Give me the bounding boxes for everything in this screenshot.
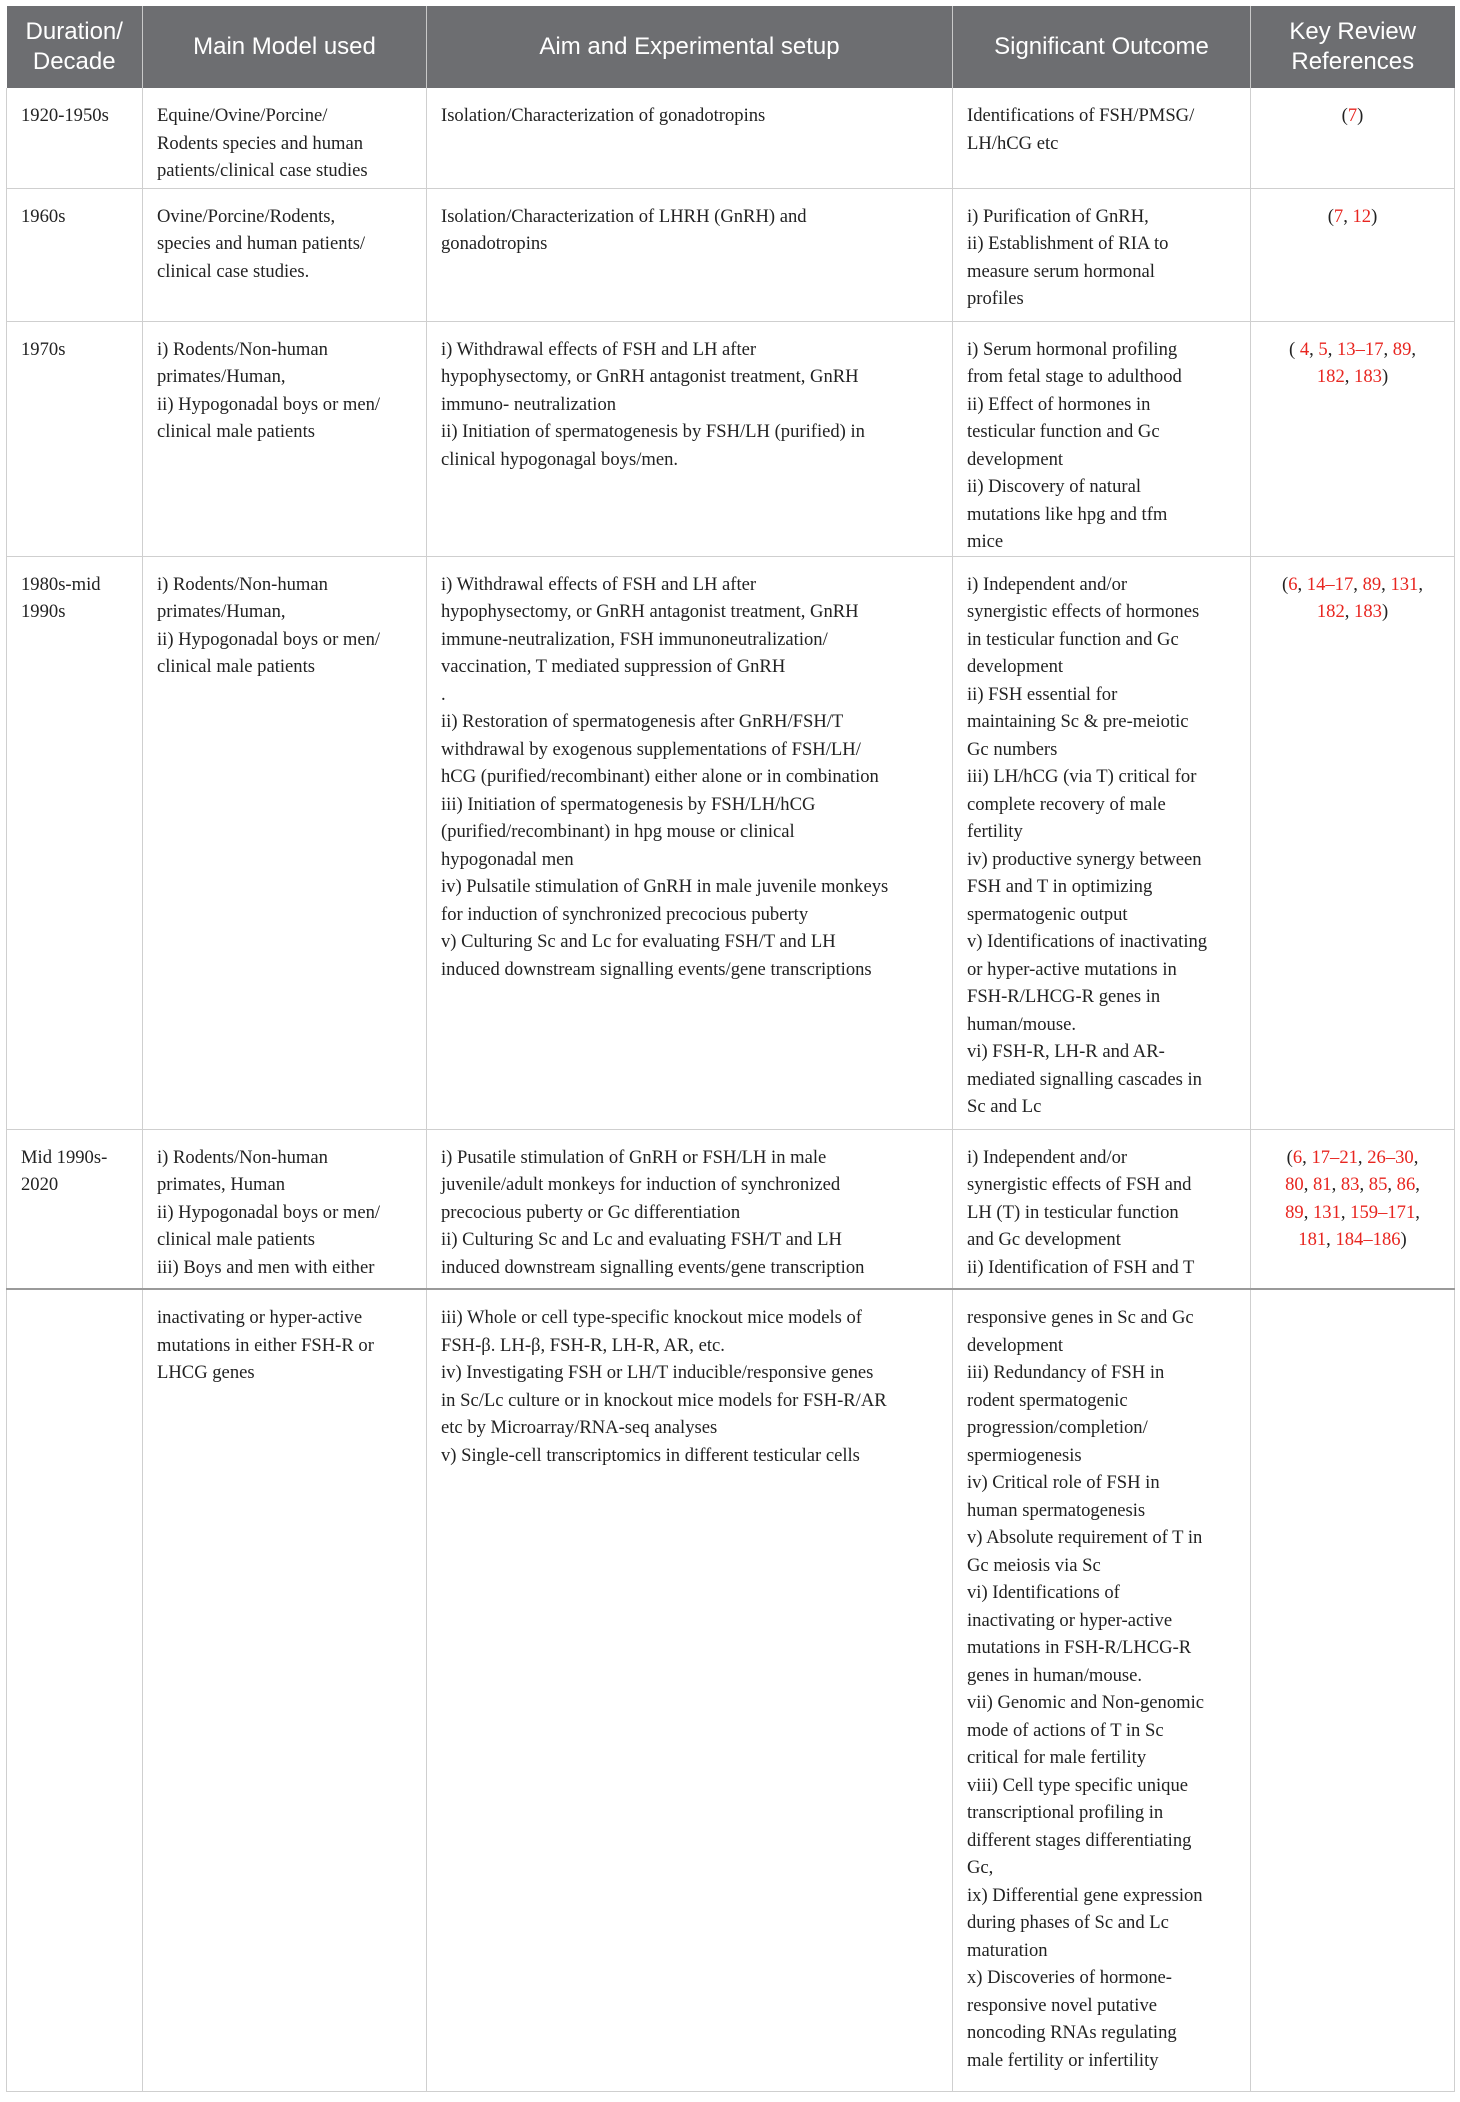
cell-line: immune-neutralization, FSH immunoneutralization/ xyxy=(441,628,828,650)
cell-line: iii) Initiation of spermatogenesis by FSH/LH/hCG xyxy=(441,793,816,815)
aim-setup-cell xyxy=(427,188,953,321)
table-row xyxy=(7,1289,1455,2091)
cell-line: viii) Cell type specific unique xyxy=(967,1774,1189,1796)
cell-line: mode of actions of T in Sc xyxy=(967,1719,1164,1741)
cell-line: ii) FSH essential for xyxy=(967,683,1118,705)
cell-line: mice xyxy=(967,531,1004,552)
cell-line: clinical male patients xyxy=(157,421,315,442)
cell-line: or hyper-active mutations in xyxy=(967,958,1177,980)
cell-line: LHCG genes xyxy=(157,1362,255,1383)
header-aim-setup: Aim and Experimental setup xyxy=(427,6,953,88)
aim-setup-cell xyxy=(427,556,953,1129)
cell-line: iv) productive synergy between xyxy=(967,848,1202,870)
cell-line: i) Withdrawal effects of FSH and LH after xyxy=(441,573,757,595)
reference-punctuation: , xyxy=(1353,573,1363,595)
cell-line: i) Withdrawal effects of FSH and LH after xyxy=(441,338,757,360)
cell-line: iii) Whole or cell type-specific knockout mice models of xyxy=(441,1307,862,1328)
reference-punctuation: ( xyxy=(1288,338,1300,360)
cell-line: ii) Culturing Sc and Lc and evaluating FSH/T and LH xyxy=(441,1229,842,1250)
cell-line: etc by Microarray/RNA-seq analyses xyxy=(441,1417,718,1438)
cell-line: i) Independent and/or xyxy=(967,1146,1128,1168)
reference-link[interactable]: 89 xyxy=(1285,1201,1304,1223)
references-cell xyxy=(1251,321,1455,556)
references-cell xyxy=(1251,188,1455,321)
cell-line: Identifications of FSH/PMSG/ xyxy=(967,105,1195,126)
cell-line: primates/Human, xyxy=(157,366,286,387)
cell-line: induced downstream signalling events/gene transcription xyxy=(441,1256,865,1278)
header-main-model: Main Model used xyxy=(143,6,427,88)
cell-line: i) Purification of GnRH, xyxy=(967,205,1149,227)
reference-punctuation: ( xyxy=(1341,105,1348,126)
cell-line: maintaining Sc & pre-meiotic xyxy=(967,711,1189,732)
header-key-references: Key Review References xyxy=(1251,6,1455,88)
cell-line: species and human patients/ xyxy=(157,233,366,254)
cell-line: male fertility or infertility xyxy=(967,2049,1159,2071)
reference-punctuation: , xyxy=(1415,1201,1420,1223)
reference-punctuation: ( xyxy=(1281,573,1289,595)
cell-line: 1990s xyxy=(21,601,66,622)
cell-line: patients/clinical case studies xyxy=(157,160,368,181)
cell-line: progression/completion/ xyxy=(967,1417,1148,1438)
cell-line: gonadotropins xyxy=(441,233,548,254)
reference-punctuation: , xyxy=(1411,338,1417,360)
reference-punctuation: , xyxy=(1381,573,1391,595)
cell-line: development xyxy=(967,1334,1064,1356)
cell-line: mutations like hpg and tfm xyxy=(967,503,1168,525)
cell-line: genes in human/mouse. xyxy=(967,1664,1143,1686)
reference-punctuation: , xyxy=(1413,1146,1419,1168)
cell-line: 1980s-mid xyxy=(21,573,101,595)
aim-setup-cell xyxy=(427,1129,953,1289)
cell-line: i) Rodents/Non-human xyxy=(157,573,328,595)
reference-link[interactable]: 183 xyxy=(1354,601,1382,622)
cell-line: Isolation/Characterization of LHRH (GnRH) and xyxy=(441,205,807,227)
reference-link[interactable]: 7 xyxy=(1333,205,1344,227)
cell-line: synergistic effects of hormones xyxy=(967,601,1200,622)
reference-link[interactable]: 26–30 xyxy=(1367,1146,1414,1168)
references-cell xyxy=(1251,1289,1455,2091)
reference-link[interactable]: 13–17 xyxy=(1337,338,1384,360)
cell-line: v) Single-cell transcriptomics in different testicular cells xyxy=(441,1444,860,1466)
cell-line: iii) Redundancy of FSH in xyxy=(967,1362,1165,1383)
cell-line: v) Absolute requirement of T in xyxy=(967,1527,1203,1548)
reference-punctuation: ) xyxy=(1357,105,1364,126)
reference-punctuation: , xyxy=(1359,1174,1369,1195)
reference-punctuation: ) xyxy=(1400,1229,1407,1250)
decade-cell xyxy=(7,1129,143,1289)
reference-link[interactable]: 89 xyxy=(1392,338,1412,360)
cell-line: complete recovery of male xyxy=(967,793,1166,815)
cell-line: FSH and T in optimizing xyxy=(967,876,1153,897)
cell-line: vi) FSH-R, LH-R and AR- xyxy=(967,1041,1165,1062)
cell-line: during phases of Sc and Lc xyxy=(967,1912,1169,1933)
cell-line: in Sc/Lc culture or in knockout mice models for FSH-R/AR xyxy=(441,1389,887,1411)
cell-line: hypophysectomy, or GnRH antagonist treatment, GnRH xyxy=(441,601,859,622)
cell-line: hCG (purified/recombinant) either alone or in combination xyxy=(441,766,879,787)
cell-line: profiles xyxy=(967,288,1024,309)
reference-punctuation: ( xyxy=(1286,1146,1293,1168)
reference-punctuation: , xyxy=(1331,1174,1341,1195)
review-table xyxy=(6,6,1455,2092)
cell-line: hypogonadal men xyxy=(441,848,574,870)
reference-punctuation: ) xyxy=(1381,366,1389,387)
cell-line: primates/Human, xyxy=(157,601,286,622)
cell-line: induced downstream signalling events/gene transcriptions xyxy=(441,958,872,980)
cell-line: hypophysectomy, or GnRH antagonist treatment, GnRH xyxy=(441,366,859,387)
cell-line: from fetal stage to adulthood xyxy=(967,366,1182,387)
cell-line: transcriptional profiling in xyxy=(967,1802,1164,1823)
cell-line: spermatogenic output xyxy=(967,903,1128,925)
cell-line: maturation xyxy=(967,1939,1048,1961)
cell-line: inactivating or hyper-active xyxy=(967,1609,1173,1631)
main-model-cell xyxy=(143,556,427,1129)
table-row xyxy=(7,88,1455,188)
cell-line: Equine/Ovine/Porcine/ xyxy=(157,105,328,126)
cell-line: iv) Investigating FSH or LH/T inducible/responsive genes xyxy=(441,1362,874,1383)
reference-punctuation: ( xyxy=(1327,205,1334,227)
cell-line: Ovine/Porcine/Rodents, xyxy=(157,205,336,227)
cell-line: FSH-β. LH-β, FSH-R, LH-R, AR, etc. xyxy=(441,1334,725,1356)
cell-line: primates, Human xyxy=(157,1174,286,1195)
cell-line: (purified/recombinant) in hpg mouse or clinical xyxy=(441,821,795,842)
outcome-cell xyxy=(953,88,1251,188)
cell-line: iii) LH/hCG (via T) critical for xyxy=(967,766,1197,787)
reference-link[interactable]: 181 xyxy=(1298,1229,1327,1250)
cell-line: synergistic effects of FSH and xyxy=(967,1174,1192,1195)
cell-line: 1970s xyxy=(21,338,66,360)
cell-line: Gc meiosis via Sc xyxy=(967,1554,1101,1576)
reference-link[interactable]: 85 xyxy=(1368,1174,1388,1195)
cell-line: responsive genes in Sc and Gc xyxy=(967,1307,1194,1328)
cell-line: for induction of synchronized precocious puberty xyxy=(441,903,809,925)
cell-line: rodent spermatogenic xyxy=(967,1389,1128,1411)
outcome-cell xyxy=(953,556,1251,1129)
reference-punctuation: , xyxy=(1327,338,1337,360)
main-model-cell xyxy=(143,321,427,556)
cell-line: Isolation/Characterization of gonadotropins xyxy=(441,105,766,126)
cell-line: Gc, xyxy=(967,1857,994,1878)
cell-line: juvenile/adult monkeys for induction of synchronized xyxy=(441,1174,841,1195)
table-row xyxy=(7,188,1455,321)
table-row xyxy=(7,556,1455,1129)
reference-link[interactable]: 89 xyxy=(1362,573,1382,595)
references-cell xyxy=(1251,556,1455,1129)
cell-line: . xyxy=(441,683,446,705)
header-significant-outcome: Significant Outcome xyxy=(953,6,1251,88)
cell-line: i) Pusatile stimulation of GnRH or FSH/LH in male xyxy=(441,1146,827,1168)
cell-line: clinical male patients xyxy=(157,656,315,677)
cell-line: i) Rodents/Non-human xyxy=(157,1146,328,1168)
cell-line: v) Identifications of inactivating xyxy=(967,931,1208,952)
cell-line: Sc and Lc xyxy=(967,1096,1042,1117)
reference-link[interactable]: 83 xyxy=(1340,1174,1360,1195)
reference-punctuation: , xyxy=(1343,205,1353,227)
aim-setup-cell xyxy=(427,1289,953,2091)
reference-punctuation: , xyxy=(1344,366,1355,387)
cell-line: Rodents species and human xyxy=(157,132,364,154)
reference-punctuation: , xyxy=(1383,338,1393,360)
cell-line: ii) Hypogonadal boys or men/ xyxy=(157,1201,381,1223)
reference-punctuation: , xyxy=(1340,1201,1351,1223)
reference-link[interactable]: 86 xyxy=(1396,1174,1416,1195)
cell-line: ii) Identification of FSH and T xyxy=(967,1256,1195,1278)
cell-line: critical for male fertility xyxy=(967,1747,1147,1768)
reference-punctuation: , xyxy=(1309,338,1319,360)
reference-link[interactable]: 182 xyxy=(1316,601,1345,622)
cell-line: different stages differentiating xyxy=(967,1829,1192,1851)
reference-link[interactable]: 182 xyxy=(1316,366,1345,387)
reference-link[interactable]: 184–186 xyxy=(1335,1229,1401,1250)
reference-punctuation: , xyxy=(1303,1174,1313,1195)
cell-line: human/mouse. xyxy=(967,1013,1076,1035)
reference-punctuation: , xyxy=(1326,1229,1336,1250)
cell-line: x) Discoveries of hormone- xyxy=(967,1967,1172,1988)
outcome-cell xyxy=(953,1129,1251,1289)
reference-punctuation: , xyxy=(1357,1146,1368,1168)
cell-line: 2020 xyxy=(21,1174,59,1195)
reference-punctuation: , xyxy=(1344,601,1355,622)
reference-punctuation: , xyxy=(1302,1146,1312,1168)
reference-punctuation: ) xyxy=(1381,601,1389,622)
decade-cell xyxy=(7,188,143,321)
cell-line: clinical hypogonagal boys/men. xyxy=(441,448,679,470)
cell-line: mutations in FSH-R/LHCG-R xyxy=(967,1637,1192,1658)
reference-link[interactable]: 183 xyxy=(1354,366,1382,387)
reference-link[interactable]: 131 xyxy=(1390,573,1419,595)
table-row xyxy=(7,1129,1455,1289)
decade-cell xyxy=(7,1289,143,2091)
reference-link[interactable]: 6 xyxy=(1292,1146,1303,1168)
table-row xyxy=(7,321,1455,556)
cell-line: development xyxy=(967,448,1064,470)
reference-link[interactable]: 131 xyxy=(1312,1201,1341,1223)
reference-link[interactable]: 159–171 xyxy=(1350,1201,1416,1223)
cell-line: development xyxy=(967,656,1064,677)
cell-line: vaccination, T mediated suppression of GnRH xyxy=(441,656,786,677)
cell-line: noncoding RNAs regulating xyxy=(967,2022,1177,2043)
cell-line: LH (T) in testicular function xyxy=(967,1201,1179,1223)
cell-line: Mid 1990s- xyxy=(21,1146,108,1168)
cell-line: i) Rodents/Non-human xyxy=(157,338,328,360)
cell-line: v) Culturing Sc and Lc for evaluating FSH/T and LH xyxy=(441,931,836,952)
cell-line: vi) Identifications of xyxy=(967,1582,1120,1603)
reference-link[interactable]: 14–17 xyxy=(1306,573,1354,595)
cell-line: ii) Initiation of spermatogenesis by FSH/LH (purified) in xyxy=(441,421,865,442)
cell-line: testicular function and Gc xyxy=(967,421,1160,442)
main-model-cell xyxy=(143,188,427,321)
cell-line: iii) Boys and men with either xyxy=(157,1256,375,1278)
cell-line: ii) Hypogonadal boys or men/ xyxy=(157,628,381,650)
cell-line: precocious puberty or Gc differentiation xyxy=(441,1201,741,1223)
decade-cell xyxy=(7,88,143,188)
cell-line: ix) Differential gene expression xyxy=(967,1884,1203,1906)
cell-line: human spermatogenesis xyxy=(967,1499,1146,1521)
cell-line: clinical male patients xyxy=(157,1229,315,1250)
cell-line: immuno- neutralization xyxy=(441,393,617,415)
cell-line: ii) Restoration of spermatogenesis after GnRH/FSH/T xyxy=(441,711,844,732)
outcome-cell xyxy=(953,321,1251,556)
reference-punctuation: , xyxy=(1418,573,1423,595)
references-cell xyxy=(1251,88,1455,188)
cell-line: ii) Effect of hormones in xyxy=(967,393,1151,415)
cell-line: ii) Discovery of natural xyxy=(967,476,1141,497)
outcome-cell xyxy=(953,188,1251,321)
reference-punctuation: , xyxy=(1303,1201,1313,1223)
aim-setup-cell xyxy=(427,321,953,556)
cell-line: iv) Pulsatile stimulation of GnRH in male juvenile monkeys xyxy=(441,876,889,897)
cell-line: mutations in either FSH-R or xyxy=(157,1334,374,1356)
main-model-cell xyxy=(143,1289,427,2091)
cell-line: responsive novel putative xyxy=(967,1994,1158,2016)
cell-line: inactivating or hyper-active xyxy=(157,1307,363,1328)
cell-line: FSH-R/LHCG-R genes in xyxy=(967,986,1161,1007)
reference-link[interactable]: 80 xyxy=(1285,1174,1304,1195)
reference-link[interactable]: 12 xyxy=(1352,205,1372,227)
main-model-cell xyxy=(143,1129,427,1289)
reference-link[interactable]: 7 xyxy=(1347,105,1358,126)
cell-line: iv) Critical role of FSH in xyxy=(967,1472,1160,1493)
cell-line: mediated signalling cascades in xyxy=(967,1068,1202,1090)
cell-line: spermiogenesis xyxy=(967,1444,1082,1466)
cell-line: in testicular function and Gc xyxy=(967,628,1179,650)
outcome-cell xyxy=(953,1289,1251,2091)
reference-link[interactable]: 81 xyxy=(1312,1174,1332,1195)
header-duration-decade: Duration/ Decade xyxy=(7,6,143,88)
cell-line: withdrawal by exogenous supplementations of FSH/LH/ xyxy=(441,738,861,760)
cell-line: ii) Establishment of RIA to xyxy=(967,233,1169,254)
cell-line: ii) Hypogonadal boys or men/ xyxy=(157,393,381,415)
references-cell xyxy=(1251,1129,1455,1289)
header-row xyxy=(7,6,1455,88)
decade-cell xyxy=(7,556,143,1129)
reference-link[interactable]: 4 xyxy=(1299,338,1310,360)
cell-line: i) Independent and/or xyxy=(967,573,1128,595)
reference-punctuation: , xyxy=(1387,1174,1397,1195)
cell-line: clinical case studies. xyxy=(157,260,310,282)
cell-line: i) Serum hormonal profiling xyxy=(967,338,1178,360)
reference-punctuation: ) xyxy=(1371,205,1378,227)
main-model-cell xyxy=(143,88,427,188)
cell-line: vii) Genomic and Non-genomic xyxy=(967,1692,1205,1713)
cell-line: 1960s xyxy=(21,205,66,227)
decade-cell xyxy=(7,321,143,556)
reference-link[interactable]: 5 xyxy=(1318,338,1328,360)
reference-link[interactable]: 6 xyxy=(1288,573,1298,595)
aim-setup-cell xyxy=(427,88,953,188)
reference-link[interactable]: 17–21 xyxy=(1311,1146,1358,1168)
cell-line: 1920-1950s xyxy=(21,105,109,126)
cell-line: Gc numbers xyxy=(967,738,1058,760)
reference-punctuation: , xyxy=(1297,573,1307,595)
cell-line: measure serum hormonal xyxy=(967,260,1155,282)
cell-line: fertility xyxy=(967,821,1023,842)
cell-line: LH/hCG etc xyxy=(967,132,1059,154)
cell-line: and Gc development xyxy=(967,1229,1121,1250)
reference-punctuation: , xyxy=(1415,1174,1420,1195)
